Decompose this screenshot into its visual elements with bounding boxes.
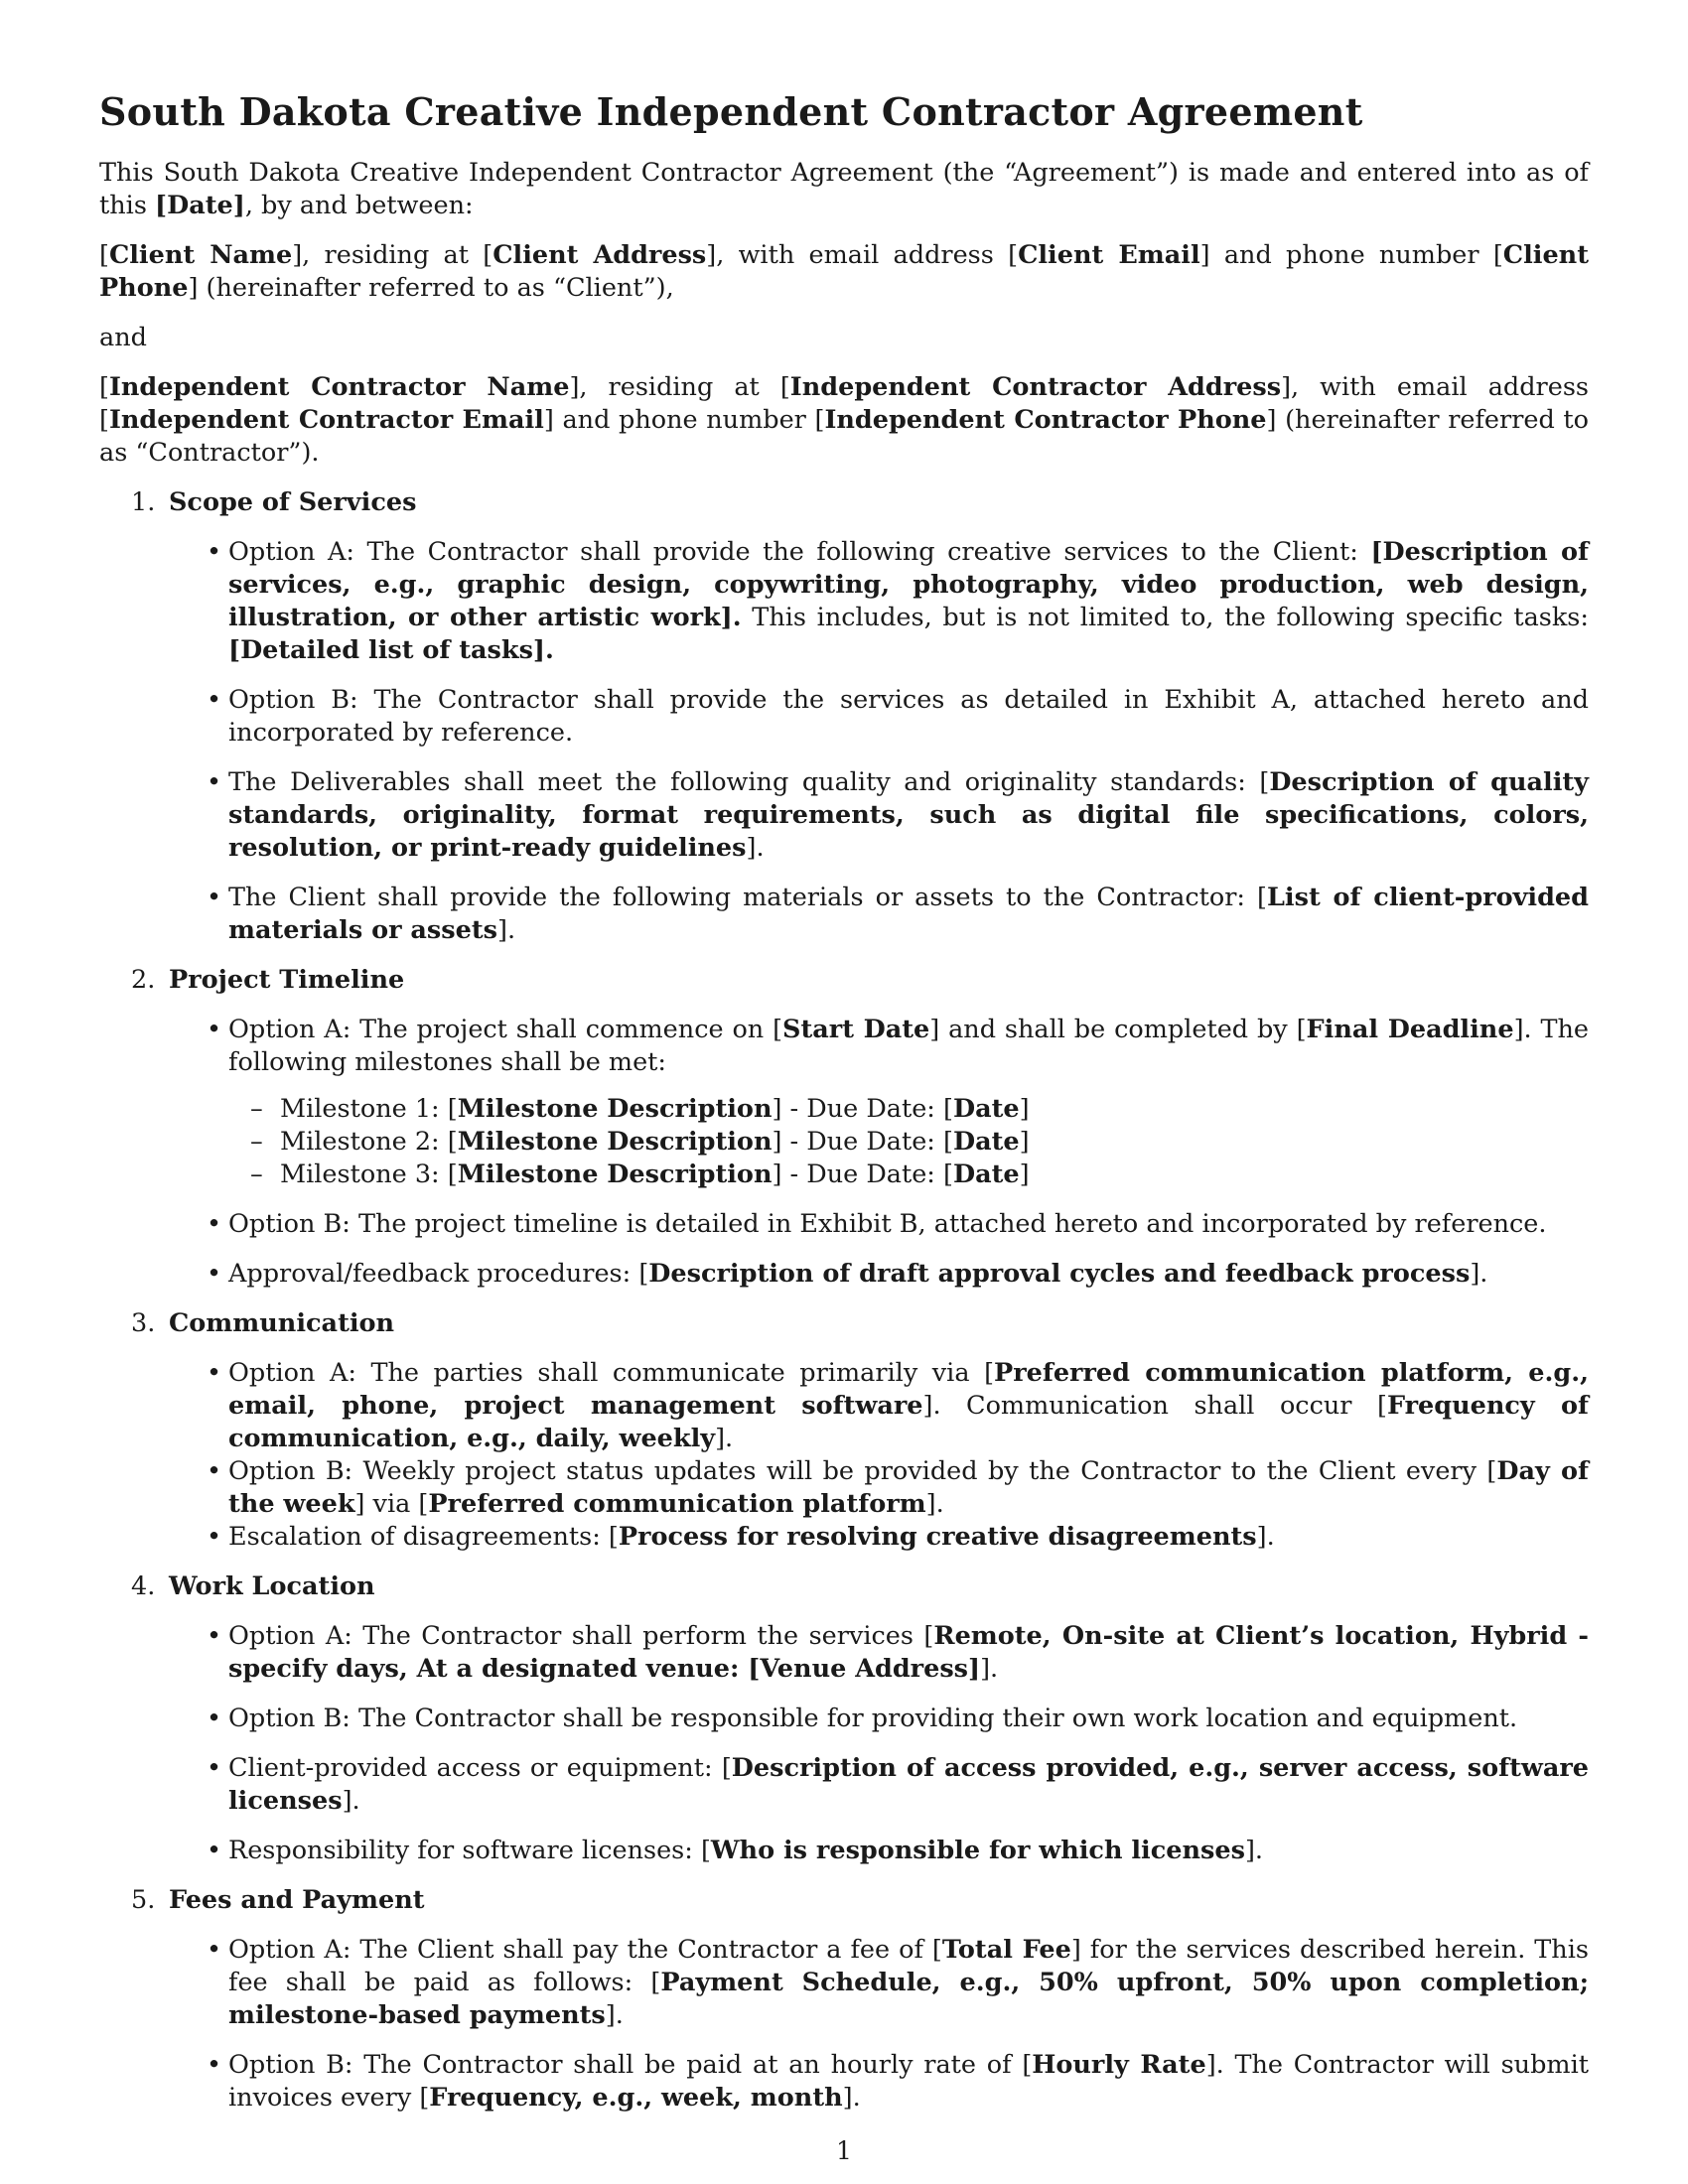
bullet-item xyxy=(228,1835,1589,1867)
text-run: ]. Communication shall occur [ xyxy=(922,1391,1387,1421)
section-number: 4. xyxy=(131,1571,156,1601)
text-run: Option A: The Contractor shall perform the services [ xyxy=(228,1621,934,1651)
text-run: Option A: The Client shall pay the Contractor a fee of [ xyxy=(228,1935,942,1965)
text-run: ]. xyxy=(497,915,516,945)
text-run: ]. The following milestones shall be met: xyxy=(228,1015,1590,1077)
placeholder-field: Remote, On-site at Client’s location, Hybrid - specify days, At a designated venue: [Venue Address] xyxy=(228,1621,1589,1684)
text-run: ] and phone number [ xyxy=(543,405,825,435)
section-title: Work Location xyxy=(169,1571,375,1601)
and-paragraph: and xyxy=(99,323,147,352)
bullet-item xyxy=(228,1014,1589,1191)
text-run: ]. xyxy=(842,2083,861,2113)
placeholder-field: Date xyxy=(952,1094,1020,1124)
text-run: Option B: The Contractor shall be paid at an hourly rate of [ xyxy=(228,2050,1033,2080)
intro-text: This South Dakota Creative Independent Contractor Agreement (the “Agreement”) is made and entered into as of this xyxy=(99,158,1589,220)
placeholder-field: Total Fee xyxy=(941,1935,1071,1965)
text-run: ]. xyxy=(1470,1259,1488,1289)
placeholder-field: [Description of services, e.g., graphic design, copywriting, photography, video production, web design, illustration, or other artistic work]. xyxy=(228,537,1590,632)
section-2 xyxy=(99,964,1589,1291)
section-heading xyxy=(99,1884,1589,1917)
milestone-item xyxy=(280,1159,1589,1191)
placeholder-field: Client Name xyxy=(108,240,293,270)
bullet-item xyxy=(228,1521,1589,1554)
bullet-item xyxy=(228,1455,1589,1521)
text-run: Milestone 1: [ xyxy=(280,1094,458,1124)
section-number: 3. xyxy=(131,1308,156,1338)
placeholder-field: Day of the week xyxy=(228,1456,1589,1519)
document-body xyxy=(99,87,1589,2131)
text-run: ]. The Contractor will submit invoices every [ xyxy=(228,2050,1589,2113)
placeholder-field: Milestone Description xyxy=(457,1160,773,1189)
milestone-item xyxy=(280,1093,1589,1126)
text-run: [ xyxy=(99,240,109,270)
bullet-item xyxy=(228,1620,1589,1686)
placeholder-field: Milestone Description xyxy=(457,1127,773,1157)
placeholder-field: Frequency, e.g., week, month xyxy=(429,2083,843,2113)
section-title: Scope of Services xyxy=(169,487,417,517)
section-heading xyxy=(99,964,1589,997)
placeholder-field: Start Date xyxy=(782,1015,930,1044)
placeholder-field: Client Address xyxy=(492,240,707,270)
text-run: Option B: The Contractor shall be responsible for providing their own work location and equipment. xyxy=(228,1704,1518,1733)
text-run: Option B: The Contractor shall provide the services as detailed in Exhibit A, attached hereto and incorporated by reference. xyxy=(228,685,1589,748)
placeholder-field: Preferred communication platform, e.g., email, phone, project management software xyxy=(228,1358,1589,1421)
bullet-item xyxy=(228,684,1589,750)
bullet-list xyxy=(99,536,1589,947)
text-run: ]. xyxy=(746,833,765,863)
text-run: ], with email address [ xyxy=(99,372,1590,435)
text-run: ]. xyxy=(605,2000,624,2030)
bullet-item xyxy=(228,1752,1589,1818)
placeholder-field: Who is responsible for which licenses xyxy=(710,1836,1245,1865)
bullet-list xyxy=(99,1014,1589,1291)
bullet-item xyxy=(228,1934,1589,2032)
section-heading xyxy=(99,1570,1589,1603)
bullet-item xyxy=(228,882,1589,947)
bullet-list xyxy=(99,1620,1589,1867)
text-run: Client-provided access or equipment: [ xyxy=(228,1753,732,1783)
text-run: Approval/feedback procedures: [ xyxy=(228,1259,649,1289)
page-number: 1 xyxy=(836,2136,852,2165)
placeholder-field: Preferred communication platform xyxy=(428,1489,926,1519)
text-run: ] and shall be completed by [ xyxy=(929,1015,1307,1044)
placeholder-field: Date xyxy=(952,1160,1020,1189)
placeholder-field: Process for resolving creative disagreements xyxy=(618,1522,1257,1552)
text-run: ]. xyxy=(715,1424,734,1453)
placeholder-field: Milestone Description xyxy=(457,1094,773,1124)
text-run: ], with email address [ xyxy=(706,240,1019,270)
placeholder-field: Independent Contractor Email xyxy=(108,405,544,435)
section-5 xyxy=(99,1884,1589,2115)
section-1 xyxy=(99,486,1589,947)
contractor-paragraph xyxy=(99,371,1589,470)
section-list xyxy=(99,486,1589,2115)
text-run: ], residing at [ xyxy=(292,240,493,270)
section-heading xyxy=(99,1307,1589,1340)
text-run: [ xyxy=(99,372,109,402)
section-number: 5. xyxy=(131,1885,156,1915)
intro-date-placeholder: [Date] xyxy=(155,191,245,220)
milestone-list xyxy=(228,1093,1589,1191)
placeholder-field: Description of draft approval cycles and feedback process xyxy=(648,1259,1471,1289)
placeholder-field: [Detailed list of tasks]. xyxy=(228,635,554,665)
milestone-item xyxy=(280,1126,1589,1159)
text-run: ] xyxy=(1019,1160,1030,1189)
placeholder-field: Description of quality standards, originality, format requirements, such as digital file specifications, colors, resolution, or print-ready guidelines xyxy=(228,767,1589,863)
section-number: 1. xyxy=(131,487,156,517)
section-title: Communication xyxy=(169,1308,395,1338)
text-run: The Client shall provide the following materials or assets to the Contractor: [ xyxy=(228,883,1267,912)
text-run: Option A: The project shall commence on [ xyxy=(228,1015,783,1044)
placeholder-field: List of client-provided materials or assets xyxy=(228,883,1589,945)
placeholder-field: Independent Contractor Address xyxy=(789,372,1282,402)
bullet-item xyxy=(228,1357,1589,1455)
bullet-list xyxy=(99,1357,1589,1554)
bullet-item xyxy=(228,766,1589,865)
document-title: South Dakota Creative Independent Contractor Agreement xyxy=(99,89,1363,134)
bullet-item xyxy=(228,536,1589,667)
text-run: Responsibility for software licenses: [ xyxy=(228,1836,711,1865)
text-run: ]. xyxy=(1244,1836,1264,1865)
placeholder-field: Hourly Rate xyxy=(1032,2050,1206,2080)
section-title: Fees and Payment xyxy=(169,1885,425,1915)
placeholder-field: Independent Contractor Name xyxy=(108,372,570,402)
bullet-item xyxy=(228,1703,1589,1735)
text-run: ] for the services described herein. This fee shall be paid as follows: [ xyxy=(228,1935,1589,1997)
section-title: Project Timeline xyxy=(169,965,405,995)
bullet-item xyxy=(228,1208,1589,1241)
placeholder-field: Payment Schedule, e.g., 50% upfront, 50% upon completion; milestone-based payments xyxy=(228,1968,1589,2030)
client-paragraph xyxy=(99,239,1589,305)
placeholder-field: Date xyxy=(952,1127,1020,1157)
bullet-list xyxy=(99,1934,1589,2115)
intro-text-end: , by and between: xyxy=(244,191,474,220)
text-run: ] (hereinafter referred to as “Client”), xyxy=(188,273,674,303)
text-run: ], residing at [ xyxy=(569,372,790,402)
text-run: ] xyxy=(1019,1094,1030,1124)
text-run: Escalation of disagreements: [ xyxy=(228,1522,619,1552)
bullet-item xyxy=(228,2049,1589,2115)
placeholder-field: Description of access provided, e.g., server access, software licenses xyxy=(228,1753,1590,1816)
text-run: ] via [ xyxy=(354,1489,429,1519)
text-run: Option B: The project timeline is detailed in Exhibit B, attached hereto and incorporated by reference. xyxy=(228,1209,1547,1239)
text-run: This includes, but is not limited to, the following specific tasks: xyxy=(741,603,1589,632)
text-run: The Deliverables shall meet the following quality and originality standards: [ xyxy=(228,767,1270,797)
placeholder-field: Final Deadline xyxy=(1306,1015,1514,1044)
text-run: ]. xyxy=(1256,1522,1275,1552)
intro-paragraph xyxy=(99,157,1589,222)
text-run: Milestone 3: [ xyxy=(280,1160,458,1189)
section-heading xyxy=(99,486,1589,519)
text-run: ] (hereinafter referred to as “Contractor”). xyxy=(99,405,1590,468)
section-4 xyxy=(99,1570,1589,1867)
text-run: ] and phone number [ xyxy=(1199,240,1503,270)
text-run: ] - Due Date: [ xyxy=(772,1127,953,1157)
text-run: Option A: The parties shall communicate primarily via [ xyxy=(228,1358,995,1388)
section-3 xyxy=(99,1307,1589,1554)
text-run: ]. xyxy=(925,1489,944,1519)
text-run: ]. xyxy=(980,1654,999,1684)
section-number: 2. xyxy=(131,965,156,995)
placeholder-field: Client Phone xyxy=(99,240,1589,303)
text-run: Milestone 2: [ xyxy=(280,1127,458,1157)
placeholder-field: Client Email xyxy=(1018,240,1200,270)
text-run: ]. xyxy=(342,1786,360,1816)
text-run: Option B: Weekly project status updates will be provided by the Contractor to the Client every [ xyxy=(228,1456,1497,1486)
text-run: Option A: The Contractor shall provide the following creative services to the Client: xyxy=(228,537,1371,567)
placeholder-field: Frequency of communication, e.g., daily, weekly xyxy=(228,1391,1589,1453)
text-run: ] - Due Date: [ xyxy=(772,1160,953,1189)
text-run: ] - Due Date: [ xyxy=(772,1094,953,1124)
placeholder-field: Independent Contractor Phone xyxy=(824,405,1267,435)
bullet-item xyxy=(228,1258,1589,1291)
text-run: ] xyxy=(1019,1127,1030,1157)
